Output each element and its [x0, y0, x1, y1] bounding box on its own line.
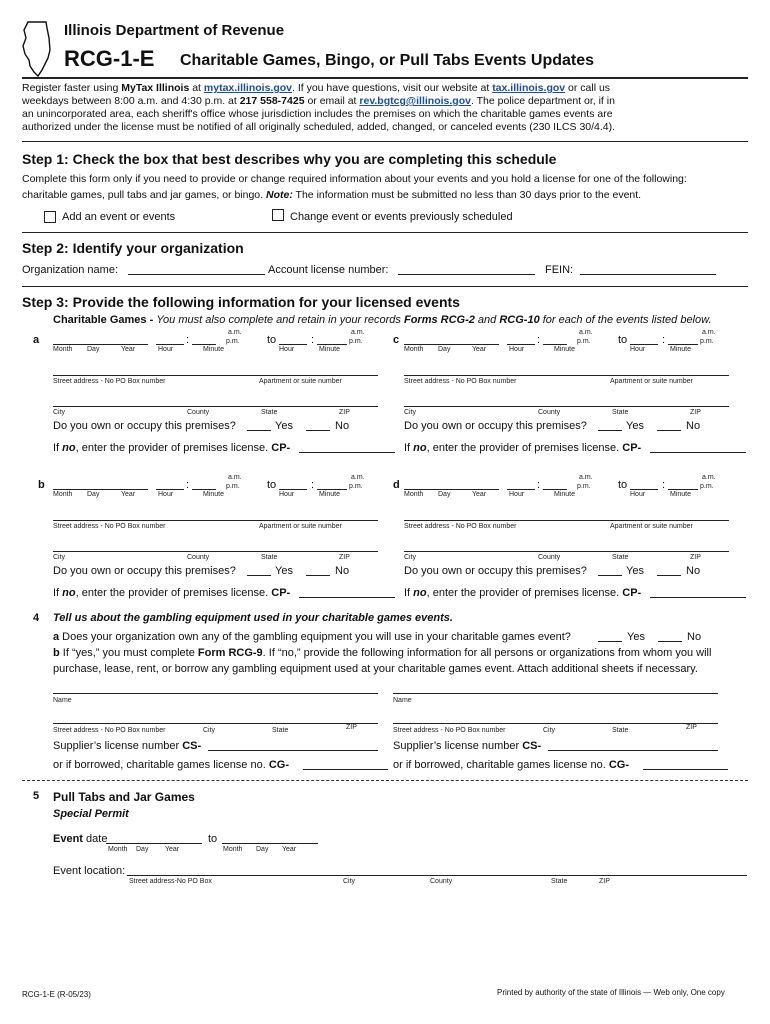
- end-month-caption: Month: [223, 846, 243, 853]
- event-b-county-caption: County: [187, 554, 210, 561]
- supplier-left-state-caption: State: [272, 727, 289, 734]
- event-c-start-am: a.m.: [579, 329, 593, 336]
- event-a-own-no-field[interactable]: [306, 430, 330, 431]
- supplier-left-borrowed-field[interactable]: [303, 769, 388, 770]
- supplier-right-license-field[interactable]: [548, 750, 718, 751]
- event-d-to: to: [618, 479, 628, 491]
- change-event-checkbox[interactable]: [272, 209, 284, 221]
- event-c-apt-caption: Apartment or suite number: [610, 378, 693, 385]
- event-b-own-yes-field[interactable]: [247, 575, 271, 576]
- event-d-own-no-field[interactable]: [657, 575, 681, 576]
- fein-field[interactable]: [580, 274, 716, 275]
- q4-number: 4: [33, 612, 40, 624]
- event-d-state-caption: State: [612, 554, 629, 561]
- event-a-end-pm: p.m.: [349, 338, 363, 345]
- event-b-state-caption: State: [261, 554, 278, 561]
- event-d-end-am: a.m.: [702, 474, 716, 481]
- event-a-state-caption: State: [261, 409, 278, 416]
- step1-line-1: Complete this form only if you need to provide or change required information about your events and you hold a license for one of the following:: [22, 173, 687, 185]
- event-b-end-hour-field[interactable]: [279, 489, 307, 490]
- event-c-cp-field[interactable]: [650, 452, 746, 453]
- event-c-end-am: a.m.: [702, 329, 716, 336]
- email-link[interactable]: rev.bgtcg@illinois.gov: [359, 95, 471, 107]
- event-d-street-caption: Street address - No PO Box number: [404, 523, 517, 530]
- event-b-hour-caption: Hour: [158, 491, 174, 498]
- event-c-month-caption: Month: [404, 346, 424, 353]
- supplier-right-name-field[interactable]: [393, 693, 718, 694]
- supplier-right-city-caption: City: [543, 727, 556, 734]
- event-start-date-field[interactable]: [106, 843, 202, 844]
- q4a-yes-label: Yes: [627, 631, 645, 643]
- end-year-caption: Year: [282, 846, 297, 853]
- event-b-start-hour-field[interactable]: [156, 489, 184, 490]
- form-revision-code: RCG-1-E (R-05/23): [22, 990, 91, 999]
- supplier-left-name-field[interactable]: [53, 693, 378, 694]
- form-title: Charitable Games, Bingo, or Pull Tabs Events Updates: [180, 52, 595, 69]
- add-event-checkbox[interactable]: [44, 211, 56, 223]
- event-c-city-field[interactable]: [404, 406, 729, 407]
- q5-title: Pull Tabs and Jar Games: [53, 790, 195, 804]
- supplier-left-license-field[interactable]: [208, 750, 378, 751]
- event-b-street-caption: Street address - No PO Box number: [53, 523, 166, 530]
- event-a-to: to: [267, 334, 277, 346]
- event-c-end-colon: :: [662, 334, 666, 346]
- event-b-date-field[interactable]: [53, 489, 148, 490]
- event-b-letter: b: [38, 479, 45, 491]
- event-d-own-yes-field[interactable]: [598, 575, 622, 576]
- event-b-end-minute-field[interactable]: [317, 489, 347, 490]
- event-b-end-colon: :: [311, 479, 315, 491]
- supplier-left-license-label: Supplier’s license number CS-: [53, 740, 202, 752]
- event-date-label: Event date: [53, 833, 108, 845]
- event-d-end-minute-field[interactable]: [668, 489, 698, 490]
- event-a-month-caption: Month: [53, 346, 73, 353]
- event-c-year-caption: Year: [472, 346, 487, 353]
- supplier-right-zip-caption: ZIP: [686, 724, 697, 731]
- event-d-start-minute-field[interactable]: [543, 489, 567, 490]
- event-d-own-question: Do you own or occupy this premises?: [404, 565, 587, 577]
- event-a-county-caption: County: [187, 409, 210, 416]
- supplier-left-street-caption: Street address - No PO Box number: [53, 727, 166, 734]
- event-d-county-caption: County: [538, 554, 561, 561]
- tax-website-link[interactable]: tax.illinois.gov: [492, 82, 566, 94]
- event-a-end-hour-field[interactable]: [279, 344, 307, 345]
- start-year-caption: Year: [165, 846, 180, 853]
- event-c-letter: c: [393, 334, 400, 346]
- header-rule: [22, 77, 748, 79]
- event-c-own-no-label: No: [686, 420, 701, 432]
- supplier-left-address-field[interactable]: [53, 723, 378, 724]
- event-b-cp-label: If no, enter the provider of premises license. CP-: [53, 587, 291, 599]
- event-b-start-pm: p.m.: [226, 483, 240, 490]
- step1-rule: [22, 232, 748, 233]
- supplier-right-address-field[interactable]: [393, 723, 718, 724]
- dashed-divider: [22, 780, 748, 781]
- q5-subtitle: Special Permit: [53, 808, 129, 820]
- supplier-left-zip-caption: ZIP: [346, 724, 357, 731]
- event-a-start-minute-field[interactable]: [192, 344, 216, 345]
- event-d-own-no-label: No: [686, 565, 701, 577]
- event-location-field[interactable]: [127, 875, 747, 876]
- event-d-minute-caption: Minute: [554, 491, 576, 498]
- event-b-end-hour-caption: Hour: [279, 491, 295, 498]
- event-a-own-question: Do you own or occupy this premises?: [53, 420, 236, 432]
- event-d-apt-caption: Apartment or suite number: [610, 523, 693, 530]
- form-code: RCG-1-E: [64, 46, 155, 71]
- event-b-start-am: a.m.: [228, 474, 242, 481]
- event-date-to: to: [208, 833, 218, 845]
- event-d-end-pm: p.m.: [700, 483, 714, 490]
- event-location-label: Event location:: [53, 865, 126, 877]
- event-c-date-field[interactable]: [404, 344, 499, 345]
- event-c-end-hour-caption: Hour: [630, 346, 646, 353]
- event-d-end-colon: :: [662, 479, 666, 491]
- event-c-end-pm: p.m.: [700, 338, 714, 345]
- event-c-start-pm: p.m.: [577, 338, 591, 345]
- event-a-own-yes-label: Yes: [275, 420, 293, 432]
- event-c-start-colon: :: [537, 334, 541, 346]
- location-city-caption: City: [343, 878, 356, 885]
- event-d-end-minute-caption: Minute: [670, 491, 692, 498]
- event-c-end-minute-field[interactable]: [668, 344, 698, 345]
- event-d-day-caption: Day: [438, 491, 451, 498]
- event-a-minute-caption: Minute: [203, 346, 225, 353]
- event-a-city-caption: City: [53, 409, 66, 416]
- event-a-letter: a: [33, 334, 40, 346]
- q5-number: 5: [33, 790, 40, 802]
- q4-title: Tell us about the gambling equipment used in your charitable games events.: [53, 612, 453, 624]
- event-c-county-caption: County: [538, 409, 561, 416]
- event-c-own-question: Do you own or occupy this premises?: [404, 420, 587, 432]
- event-a-cp-label: If no, enter the provider of premises license. CP-: [53, 442, 291, 454]
- event-c-zip-caption: ZIP: [690, 409, 701, 416]
- event-a-own-yes-field[interactable]: [247, 430, 271, 431]
- event-c-start-minute-field[interactable]: [543, 344, 567, 345]
- event-a-street-field[interactable]: [53, 375, 378, 376]
- event-b-street-field[interactable]: [53, 520, 378, 521]
- event-c-end-hour-field[interactable]: [630, 344, 658, 345]
- intro-line-4: authorized under the license must be notified of all originally scheduled, added, changed, or canceled events (230 ILCS 30/4.4).: [22, 121, 616, 133]
- supplier-right-name-caption: Name: [393, 697, 412, 704]
- charitable-games-instructions: Charitable Games - You must also complete and retain in your records Forms RCG-2 and RCG-10 for each of the events listed below.: [53, 314, 712, 326]
- event-a-hour-caption: Hour: [158, 346, 174, 353]
- event-b-own-no-label: No: [335, 565, 350, 577]
- event-d-city-field[interactable]: [404, 551, 729, 552]
- fein-label: FEIN:: [545, 264, 574, 276]
- supplier-right-borrowed-label: or if borrowed, charitable games license no. CG-: [393, 759, 630, 771]
- event-b-cp-field[interactable]: [299, 597, 395, 598]
- event-b-own-question: Do you own or occupy this premises?: [53, 565, 236, 577]
- supplier-right-borrowed-field[interactable]: [643, 769, 728, 770]
- event-b-end-pm: p.m.: [349, 483, 363, 490]
- event-a-street-caption: Street address - No PO Box number: [53, 378, 166, 385]
- event-end-date-field[interactable]: [222, 843, 318, 844]
- start-day-caption: Day: [136, 846, 149, 853]
- location-zip-caption: ZIP: [599, 878, 610, 885]
- account-number-label: Account license number:: [268, 264, 389, 276]
- event-a-end-minute-caption: Minute: [319, 346, 341, 353]
- event-d-month-caption: Month: [404, 491, 424, 498]
- supplier-right-street-caption: Street address - No PO Box number: [393, 727, 506, 734]
- event-d-end-hour-field[interactable]: [630, 489, 658, 490]
- event-a-date-field[interactable]: [53, 344, 148, 345]
- event-d-start-hour-field[interactable]: [507, 489, 535, 490]
- event-a-end-hour-caption: Hour: [279, 346, 295, 353]
- event-c-own-yes-label: Yes: [626, 420, 644, 432]
- event-a-start-hour-field[interactable]: [156, 344, 184, 345]
- event-d-letter: d: [393, 479, 400, 491]
- q4a-no-label: No: [687, 631, 702, 643]
- event-d-hour-caption: Hour: [509, 491, 525, 498]
- event-a-start-colon: :: [186, 334, 190, 346]
- location-street-caption: Street address-No PO Box: [129, 878, 212, 885]
- event-c-own-yes-field[interactable]: [598, 430, 622, 431]
- event-b-own-no-field[interactable]: [306, 575, 330, 576]
- event-b-start-colon: :: [186, 479, 190, 491]
- event-b-end-minute-caption: Minute: [319, 491, 341, 498]
- event-a-apt-caption: Apartment or suite number: [259, 378, 342, 385]
- event-b-year-caption: Year: [121, 491, 136, 498]
- event-a-city-field[interactable]: [53, 406, 378, 407]
- location-county-caption: County: [430, 878, 453, 885]
- event-a-start-am: a.m.: [228, 329, 242, 336]
- intro-rule: [22, 141, 748, 142]
- event-d-start-colon: :: [537, 479, 541, 491]
- event-b-to: to: [267, 479, 277, 491]
- event-b-day-caption: Day: [87, 491, 100, 498]
- department-name: Illinois Department of Revenue: [64, 22, 285, 39]
- q4a-question: a Does your organization own any of the gambling equipment you will use in your charitable games event?: [53, 631, 571, 643]
- q4a-yes-field[interactable]: [598, 641, 622, 642]
- change-event-label: Change event or events previously scheduled: [290, 211, 513, 223]
- step2-title: Step 2: Identify your organization: [22, 240, 244, 256]
- event-d-date-field[interactable]: [404, 489, 499, 490]
- event-d-end-hour-caption: Hour: [630, 491, 646, 498]
- intro-line-3: an unincorporated area, each sheriff's office whose jurisdiction includes the premises on which the charitable games events are: [22, 108, 613, 120]
- event-a-year-caption: Year: [121, 346, 136, 353]
- event-a-day-caption: Day: [87, 346, 100, 353]
- intro-line-1: Register faster using MyTax Illinois at mytax.illinois.gov. If you have questions, visit our website at tax.illinois.gov or call us: [22, 82, 611, 94]
- event-a-end-minute-field[interactable]: [317, 344, 347, 345]
- step2-rule: [22, 286, 748, 287]
- supplier-left-city-caption: City: [203, 727, 216, 734]
- supplier-left-borrowed-label: or if borrowed, charitable games license no. CG-: [53, 759, 290, 771]
- event-a-own-no-label: No: [335, 420, 350, 432]
- event-c-minute-caption: Minute: [554, 346, 576, 353]
- event-c-own-no-field[interactable]: [657, 430, 681, 431]
- event-b-city-field[interactable]: [53, 551, 378, 552]
- intro-line-2: weekdays between 8:00 a.m. and 4:30 p.m. at 217 558-7425 or email at rev.bgtcg@illinois.gov. The police department or, if in: [22, 95, 615, 107]
- event-c-street-caption: Street address - No PO Box number: [404, 378, 517, 385]
- event-d-street-field[interactable]: [404, 520, 729, 521]
- event-b-zip-caption: ZIP: [339, 554, 350, 561]
- event-c-end-minute-caption: Minute: [670, 346, 692, 353]
- event-a-end-am: a.m.: [351, 329, 365, 336]
- event-d-cp-label: If no, enter the provider of premises license. CP-: [404, 587, 642, 599]
- illinois-state-outline-icon: [20, 20, 54, 78]
- event-c-day-caption: Day: [438, 346, 451, 353]
- q4b-line-1: b If “yes,” you must complete Form RCG-9. If “no,” provide the following information for all persons or organizations from whom you will: [53, 647, 712, 659]
- printed-by-note: Printed by authority of the state of Illinois — Web only, One copy: [497, 988, 725, 997]
- event-c-cp-label: If no, enter the provider of premises license. CP-: [404, 442, 642, 454]
- add-event-label: Add an event or events: [62, 211, 176, 223]
- start-month-caption: Month: [108, 846, 128, 853]
- account-number-field[interactable]: [398, 274, 535, 275]
- event-d-start-pm: p.m.: [577, 483, 591, 490]
- step3-title: Step 3: Provide the following information for your licensed events: [22, 294, 460, 310]
- event-d-year-caption: Year: [472, 491, 487, 498]
- event-b-minute-caption: Minute: [203, 491, 225, 498]
- event-b-apt-caption: Apartment or suite number: [259, 523, 342, 530]
- event-d-zip-caption: ZIP: [690, 554, 701, 561]
- event-c-start-hour-field[interactable]: [507, 344, 535, 345]
- event-d-cp-field[interactable]: [650, 597, 746, 598]
- event-b-end-am: a.m.: [351, 474, 365, 481]
- event-c-city-caption: City: [404, 409, 417, 416]
- org-name-field[interactable]: [128, 274, 265, 275]
- event-d-own-yes-label: Yes: [626, 565, 644, 577]
- q4a-no-field[interactable]: [658, 641, 682, 642]
- step1-line-2: charitable games, pull tabs and jar games, or bingo. Note: The information must be submitted no less than 30 days prior to the event.: [22, 189, 642, 201]
- end-day-caption: Day: [256, 846, 269, 853]
- event-d-start-am: a.m.: [579, 474, 593, 481]
- mytax-link[interactable]: mytax.illinois.gov: [203, 82, 292, 94]
- event-a-zip-caption: ZIP: [339, 409, 350, 416]
- event-a-start-pm: p.m.: [226, 338, 240, 345]
- q4b-line-2: purchase, lease, rent, or borrow any gambling equipment used at your charitable games event. Attach additional sheets if necessary.: [53, 663, 698, 675]
- event-d-city-caption: City: [404, 554, 417, 561]
- event-c-to: to: [618, 334, 628, 346]
- event-b-month-caption: Month: [53, 491, 73, 498]
- event-a-end-colon: :: [311, 334, 315, 346]
- event-b-start-minute-field[interactable]: [192, 489, 216, 490]
- location-state-caption: State: [551, 878, 568, 885]
- event-b-own-yes-label: Yes: [275, 565, 293, 577]
- supplier-right-license-label: Supplier’s license number CS-: [393, 740, 542, 752]
- event-b-city-caption: City: [53, 554, 66, 561]
- supplier-left-name-caption: Name: [53, 697, 72, 704]
- supplier-right-state-caption: State: [612, 727, 629, 734]
- event-a-cp-field[interactable]: [299, 452, 395, 453]
- event-c-hour-caption: Hour: [509, 346, 525, 353]
- step1-title: Step 1: Check the box that best describes why you are completing this schedule: [22, 151, 557, 167]
- event-c-state-caption: State: [612, 409, 629, 416]
- event-c-street-field[interactable]: [404, 375, 729, 376]
- org-name-label: Organization name:: [22, 264, 118, 276]
